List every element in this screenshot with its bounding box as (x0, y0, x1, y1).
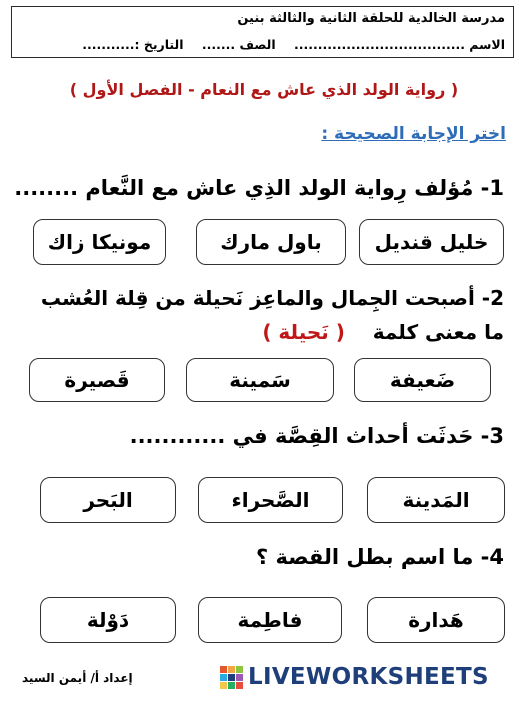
instruction-heading: اختر الإجابة الصحيحة : (321, 124, 506, 144)
q3-option-2[interactable]: الصَّحراء (198, 477, 343, 523)
q4-option-3[interactable]: دَوْلة (40, 597, 176, 643)
question-2-line2 (262, 320, 504, 344)
logo-square-7 (228, 682, 235, 689)
worksheet-title: ( رواية الولد الذي عاش مع النعام - الفصل الأول ) (69, 80, 459, 99)
logo-square-2 (236, 666, 243, 673)
q2-keyword: ( نَحيلة ) (262, 320, 345, 344)
question-3: 3- حَدثَت أحداث القِصَّة في ............ (129, 424, 504, 448)
author-credit: إعداد أ/ أيمن السيد (22, 671, 133, 685)
logo-square-0 (220, 666, 227, 673)
q1-option-2[interactable]: باول مارك (196, 219, 346, 265)
q4-option-1[interactable]: هَدارة (367, 597, 505, 643)
logo-square-3 (220, 674, 227, 681)
class-field[interactable]: الصف ....... (201, 37, 276, 52)
q2-prefix: ما معنى كلمة (372, 320, 504, 344)
date-field[interactable]: التاريخ :........... (82, 37, 184, 52)
logo-square-5 (236, 674, 243, 681)
q2-option-2[interactable]: سَمينة (186, 358, 334, 402)
logo-square-4 (228, 674, 235, 681)
q1-option-3[interactable]: مونيكا زاك (33, 219, 166, 265)
school-name: مدرسة الخالدية للحلقة الثانية والثالثة بنين (237, 11, 505, 26)
logo-square-6 (220, 682, 227, 689)
liveworksheets-logo[interactable] (220, 664, 489, 690)
logo-grid-icon (220, 666, 243, 689)
logo-text: LIVEWORKSHEETS (248, 664, 489, 690)
q4-option-2[interactable]: فاطِمة (198, 597, 342, 643)
q3-option-1[interactable]: المَدينة (367, 477, 505, 523)
logo-square-1 (228, 666, 235, 673)
question-4: 4- ما اسم بطل القصة ؟ (256, 545, 504, 569)
question-2: 2- أصبحت الجِمال والماعِز نَحيلة من قِلة العُشب (40, 286, 504, 310)
q1-option-1[interactable]: خليل قنديل (359, 219, 504, 265)
student-info-line (68, 37, 505, 52)
logo-square-8 (236, 682, 243, 689)
q2-option-1[interactable]: ضَعيفة (354, 358, 491, 402)
q2-option-3[interactable]: قَصيرة (29, 358, 165, 402)
q3-option-3[interactable]: البَحر (40, 477, 176, 523)
header-box (11, 6, 514, 58)
name-field[interactable]: الاسم .................................... (294, 37, 505, 52)
question-1: 1- مُؤلف رِواية الولد الذِي عاش مع النَّعام ........ (14, 176, 504, 200)
